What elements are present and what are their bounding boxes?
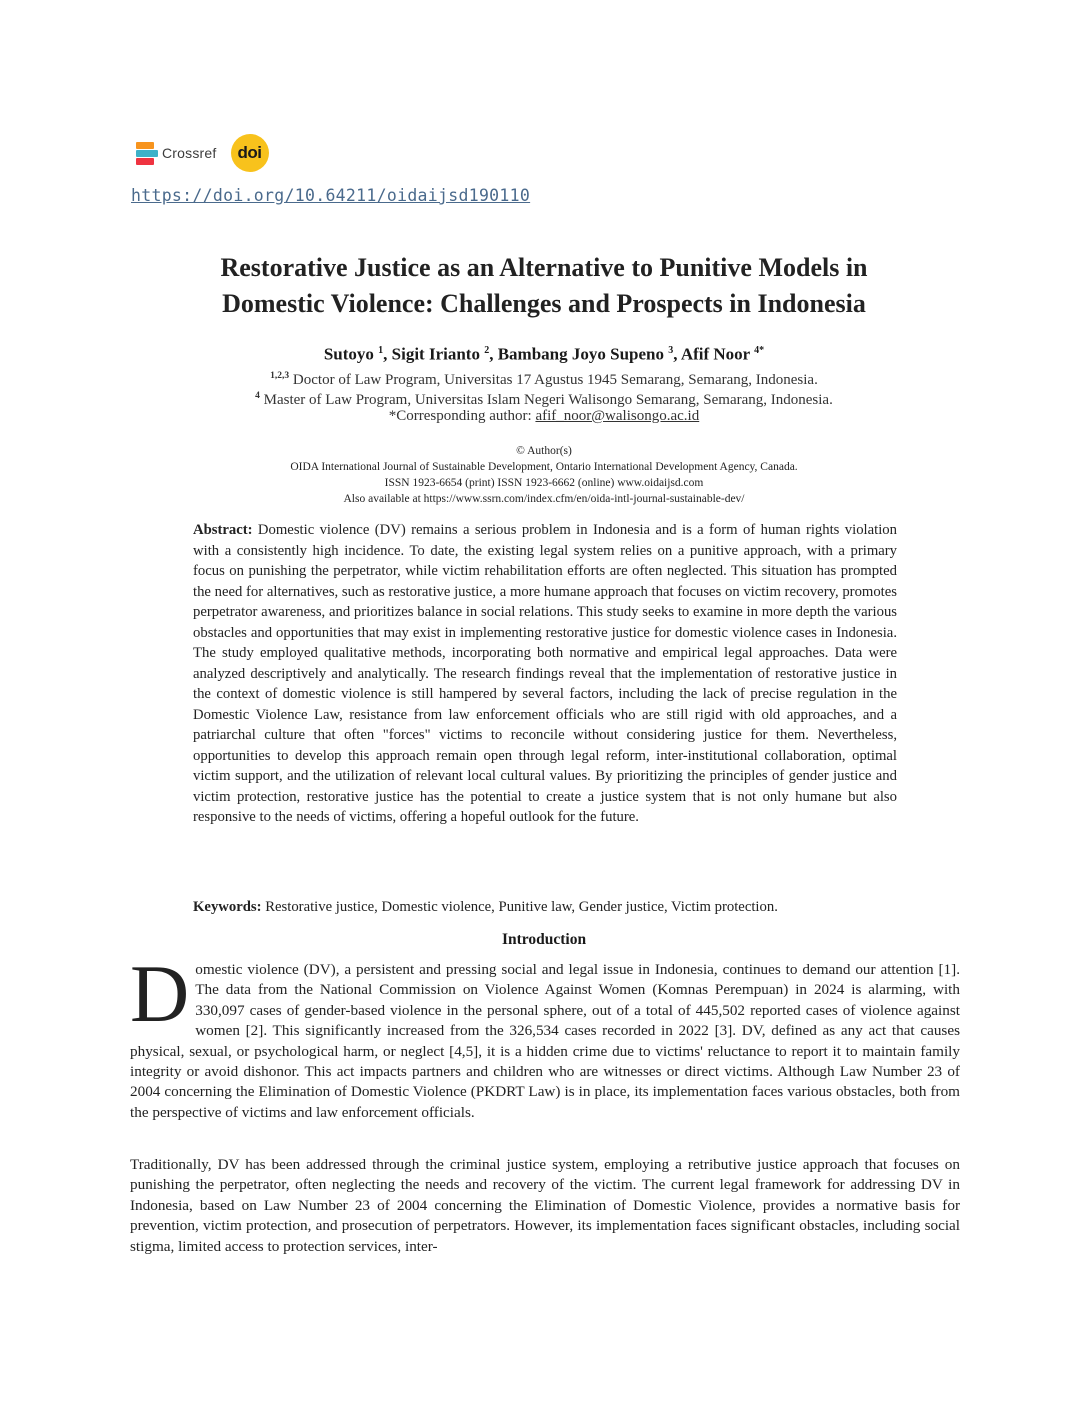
- also-available-line: Also available at https://www.ssrn.com/index.cfm/en/oida-intl-journal-sustainable-dev/: [343, 493, 745, 505]
- journal-line: OIDA International Journal of Sustainable Development, Ontario International Development Agency, Canada.: [290, 461, 798, 473]
- copyright-line: © Author(s): [516, 445, 572, 457]
- drop-cap: D: [130, 948, 190, 1039]
- affiliation-text: Master of Law Program, Universitas Islam Negeri Walisongo Semarang, Semarang, Indonesia.: [259, 392, 833, 408]
- introduction-paragraph-2: Traditionally, DV has been addressed through the criminal justice system, employing a retributive justice approach that focuses on punishing the perpetrator, often neglecting the needs and recovery of the victim. The current legal framework for addressing DV in Indonesia, based on Law Number 23 of 2004 concerning the Elimination of Domestic Violence, provides a normative basis for prevention, victim protection, and prosecution of perpetrators. However, its implementation faces significant obstacles, including social stigma, limited access to protection services, inter-: [130, 1156, 960, 1255]
- author-name: Sigit Irianto: [391, 344, 480, 364]
- introduction-heading: Introduction: [501, 931, 587, 948]
- crossref-label: Crossref: [162, 145, 217, 161]
- keywords: [193, 897, 897, 917]
- author-name: Sutoyo: [323, 344, 374, 364]
- doi-link[interactable]: https://doi.org/10.64211/oidaijsd190110: [131, 186, 531, 205]
- author-name: Afif Noor: [680, 344, 750, 364]
- corresponding-label: *Corresponding author:: [388, 408, 536, 424]
- publisher-logos: [136, 134, 269, 172]
- abstract: [193, 520, 897, 828]
- affiliation-sup: 4: [255, 391, 260, 401]
- author-sup: 3: [668, 345, 674, 356]
- author-sup: 1: [378, 345, 384, 356]
- doi-logo-icon[interactable]: [231, 134, 269, 172]
- issn-line: ISSN 1923-6654 (print) ISSN 1923-6662 (online) www.oidaijsd.com: [384, 477, 704, 489]
- corresponding-author: [80, 406, 1008, 426]
- keywords-label: Keywords:: [193, 899, 262, 915]
- author-name: Bambang Joyo Supeno: [497, 344, 664, 364]
- affiliation-sup: 1,2,3: [270, 371, 290, 381]
- crossref-logo[interactable]: [136, 139, 217, 167]
- paragraph-text: omestic violence (DV), a persistent and pressing social and legal issue in Indonesia, continues to demand our attention [1]. The data from the National Commission on Violence Against Women (Komnas Perempuan) in 2024 is alarming, with 330,097 cases of gender-based violence in the personal sphere, out of a total of 445,502 reported cases of violence against women [2]. This significantly increased from the 326,534 cases recorded in 2022 [3]. DV, defined as any act that causes physical, sexual, or psychological harm, or neglect [4,5], it is a hidden crime due to victims' reluctance to report it to maintain family integrity or avoid dishonor. This act impacts partners and children who are witnesses or direct victims. Although Law Number 23 of 2004 concerning the Elimination of Domestic Violence (PKDRT Law) is in place, its implementation faces various obstacles, both from the perspective of victims and law enforcement officials.: [130, 961, 960, 1121]
- title-line-2: Domestic Violence: Challenges and Prospects in Indonesia: [222, 289, 866, 318]
- keywords-text: Restorative justice, Domestic violence, Punitive law, Gender justice, Victim protection.: [261, 899, 778, 915]
- crossref-icon: [136, 139, 158, 167]
- abstract-label: Abstract:: [193, 522, 253, 538]
- introduction-paragraph-1: [130, 948, 960, 1123]
- paper-title: [80, 250, 1008, 322]
- title-line-1: Restorative Justice as an Alternative to Punitive Models in: [220, 253, 868, 282]
- doi-label: doi: [237, 143, 262, 162]
- author-sup: 4*: [754, 345, 765, 356]
- author-sup: 2: [484, 345, 490, 356]
- abstract-text: Domestic violence (DV) remains a serious problem in Indonesia and is a form of human rights violation with a consistently high incidence. To date, the existing legal system relies on a punitive approach, with a primary focus on punishing the perpetrator, while victim rehabilitation efforts are often neglected. This situation has prompted the need for alternatives, such as restorative justice, a more humane approach that focuses on victim recovery, promotes perpetrator awareness, and prioritizes balance in social relations. This study seeks to examine in more depth the various obstacles and opportunities that may exist in implementing restorative justice for domestic violence cases in Indonesia. The study employed qualitative methods, incorporating both normative and empirical legal approaches. Data were analyzed descriptively and analytically. The research findings reveal that the implementation of restorative justice in the context of domestic violence is still hampered by several factors, including the lack of precise regulation in the Domestic Violence Law, resistance from law enforcement officials who are still rigid with old approaches, and a patriarchal culture that often "forces" victims to reconcile without considering justice for them. Nevertheless, opportunities to develop this approach remain open through legal reform, inter-institutional collaboration, optimal victim support, and the utilization of relevant local cultural values. By prioritizing the principles of gender justice and victim protection, restorative justice has the potential to create a justice system that is not only humane but also responsive to the needs of victims, offering a hopeful outlook for the future.: [193, 522, 897, 825]
- affiliation-text: Doctor of Law Program, Universitas 17 Agustus 1945 Semarang, Semarang, Indonesia.: [289, 372, 818, 388]
- corresponding-email-link[interactable]: afif_noor@walisongo.ac.id: [535, 408, 700, 424]
- author-list: Sutoyo $^1$, Sigit Irianto $^2$, Bambang Joyo Supeno $^3$, Afif Noor $^{4*}$: [323, 344, 765, 364]
